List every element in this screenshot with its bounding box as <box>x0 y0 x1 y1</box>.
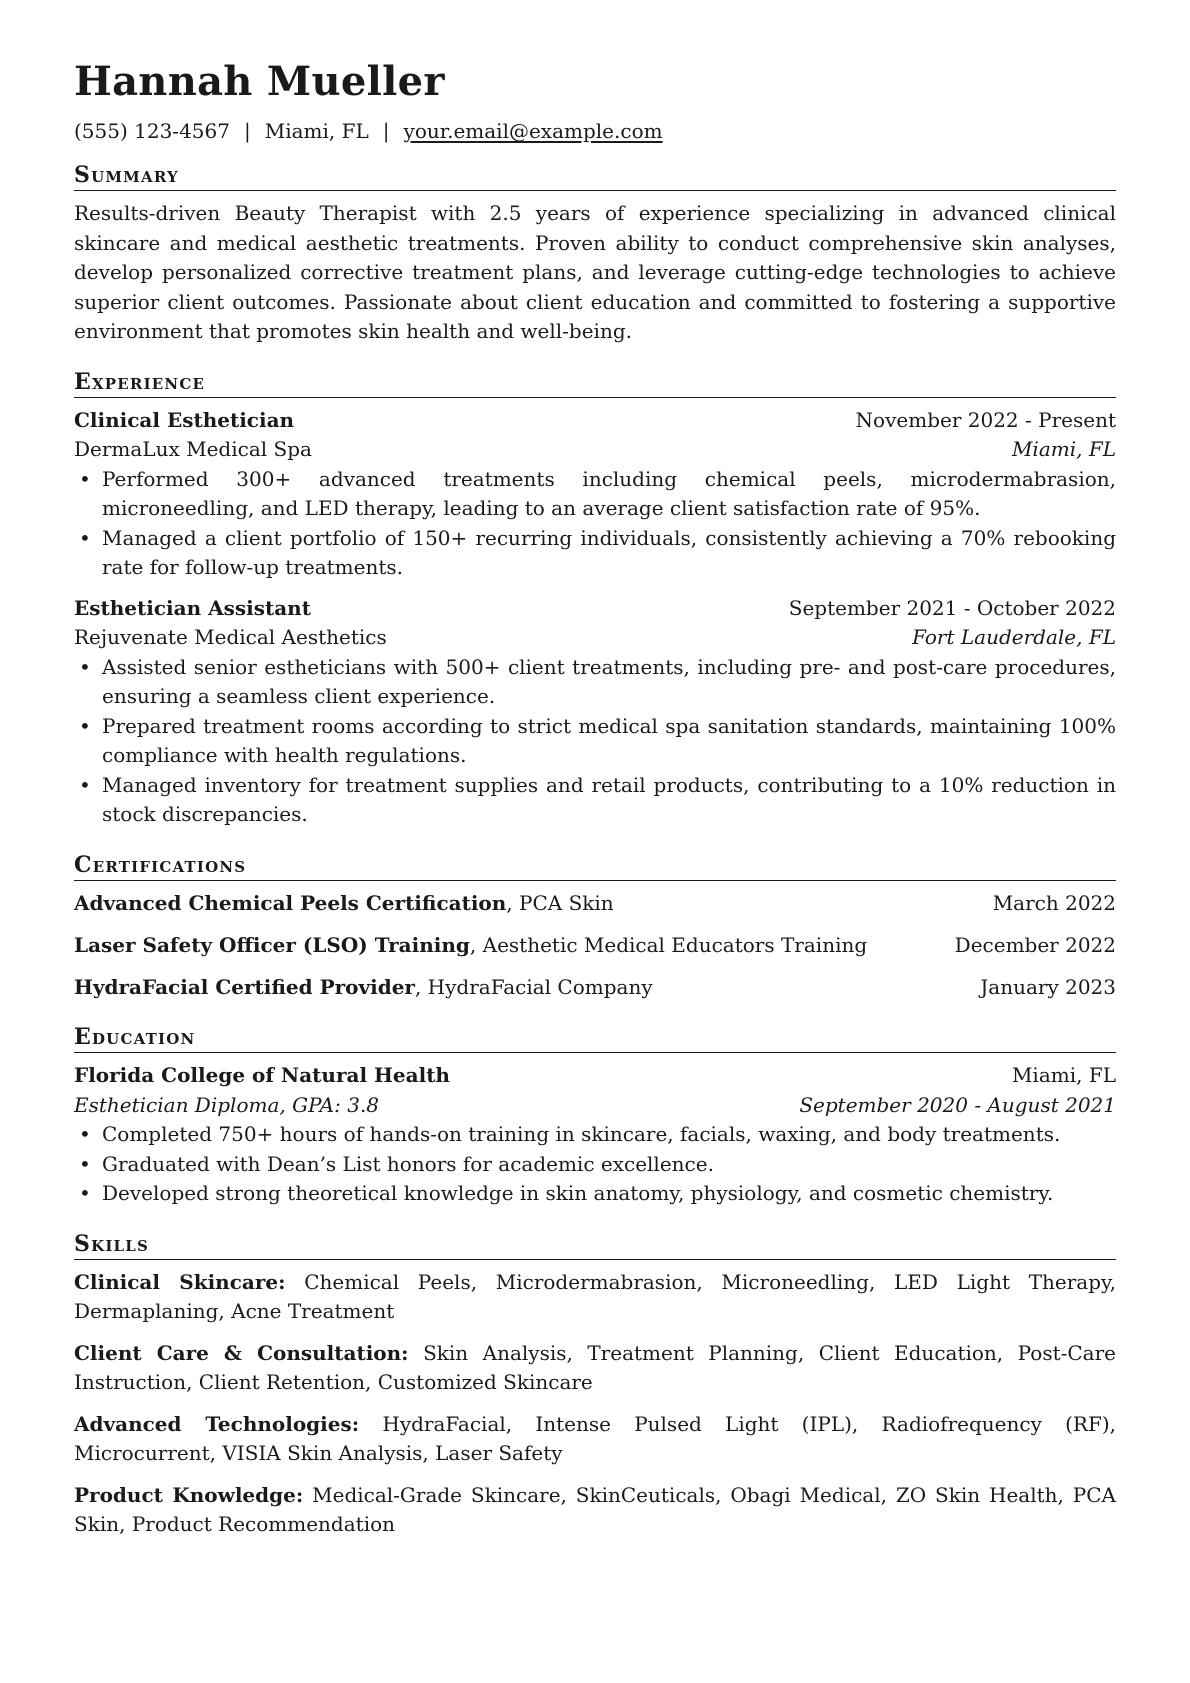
certification-issuer: , HydraFacial Company <box>414 974 653 999</box>
certification-issuer: , PCA Skin <box>506 890 614 915</box>
skill-items: HydraFacial, Intense Pulsed Light (IPL), Radiofrequency (RF), Microcurrent, VISIA Skin Analysis, Laser Safety <box>74 1411 1116 1465</box>
certification-date: January 2023 <box>980 974 1116 999</box>
school-name: Florida College of Natural Health <box>74 1063 450 1087</box>
skill-group <box>74 1481 1116 1540</box>
skill-group <box>74 1339 1116 1398</box>
job-dates: November 2022 - Present <box>855 407 1116 432</box>
experience-entry <box>74 406 1116 583</box>
phone-number: (555) 123-4567 <box>74 119 230 143</box>
certification-issuer: , Aesthetic Medical Educators Training <box>469 932 868 957</box>
experience-subheader <box>74 435 1116 465</box>
section-title-experience: Experience <box>74 368 1116 398</box>
experience-entry <box>74 594 1116 830</box>
education-header <box>74 1061 1116 1091</box>
bullet-item: • Developed strong theoretical knowledge in skin anatomy, physiology, and cosmetic chemistry. <box>102 1179 1116 1209</box>
certification-entry <box>74 931 1116 961</box>
skill-category-label: Clinical Skincare: <box>74 1269 286 1294</box>
education-subheader <box>74 1091 1116 1121</box>
candidate-name: Hannah Mueller <box>74 58 445 105</box>
skill-items: Skin Analysis, Treatment Planning, Client Education, Post-Care Instruction, Client Retention, Customized Skincare <box>74 1340 1117 1394</box>
bullet-item: • Performed 300+ advanced treatments including chemical peels, microdermabrasion, microneedling, and LED therapy, leading to an average client satisfaction rate of 95%. <box>102 465 1116 524</box>
certification-text <box>74 973 653 1003</box>
contact-separator: | <box>382 119 390 143</box>
bullet-item: • Managed inventory for treatment supplies and retail products, contributing to a 10% reduction in stock discrepancies. <box>102 771 1116 830</box>
bullet-item: • Managed a client portfolio of 150+ recurring individuals, consistently achieving a 70% rebooking rate for follow-up treatments. <box>102 524 1116 583</box>
certification-name: HydraFacial Certified Provider <box>74 974 415 999</box>
certification-text <box>74 889 614 919</box>
skill-category-label: Client Care & Consultation: <box>74 1340 409 1365</box>
certification-text <box>74 931 867 961</box>
job-dates: September 2021 - October 2022 <box>788 595 1116 620</box>
degree-text: Esthetician Diploma, GPA: 3.8 <box>74 1092 380 1117</box>
certification-name: Laser Safety Officer (LSO) Training <box>74 932 470 957</box>
email-link[interactable]: your.email@example.com <box>403 119 663 143</box>
school-location: Miami, FL <box>1011 1063 1116 1087</box>
skill-category-label: Product Knowledge: <box>74 1482 304 1507</box>
summary-text: Results-driven Beauty Therapist with 2.5 years of experience specializing in advanced clinical skincare and medical aesthetic treatments. Proven ability to conduct comprehensive skin analyses, develop personalized corrective treatment plans, and leverage cutting-edge technologies to achieve superior client outcomes. Passionate about client education and committed to fostering a supportive environment that promotes skin health and well-being. <box>74 201 1116 343</box>
experience-bullets <box>74 653 1116 830</box>
job-title: Clinical Esthetician <box>74 407 295 432</box>
education-entry <box>74 1061 1116 1209</box>
job-title: Esthetician Assistant <box>74 595 311 620</box>
contact-separator: | <box>243 119 251 143</box>
section-title-certifications: Certifications <box>74 851 1116 881</box>
skill-group <box>74 1410 1116 1469</box>
bullet-item: • Prepared treatment rooms according to strict medical spa sanitation standards, maintaining 100% compliance with health regulations. <box>102 712 1116 771</box>
skill-category-label: Advanced Technologies: <box>74 1411 360 1436</box>
certification-name: Advanced Chemical Peels Certification <box>74 890 507 915</box>
job-location: Fort Lauderdale, FL <box>912 625 1116 649</box>
skill-items: Medical-Grade Skincare, SkinCeuticals, Obagi Medical, ZO Skin Health, PCA Skin, Product Recommendation <box>74 1482 1116 1536</box>
certification-date: March 2022 <box>992 890 1116 915</box>
contact-line <box>74 118 1116 144</box>
experience-header <box>74 594 1116 624</box>
section-title-skills: Skills <box>74 1230 1116 1260</box>
certification-entry <box>74 973 1116 1003</box>
certification-date: December 2022 <box>954 932 1116 957</box>
certification-entry <box>74 889 1116 919</box>
company-name: Rejuvenate Medical Aesthetics <box>74 625 387 649</box>
experience-subheader <box>74 623 1116 653</box>
experience-header <box>74 406 1116 436</box>
section-title-summary: Summary <box>74 161 1116 191</box>
experience-bullets <box>74 465 1116 583</box>
section-title-education: Education <box>74 1023 1116 1053</box>
bullet-item: • Completed 750+ hours of hands-on training in skincare, facials, waxing, and body treatments. <box>102 1120 1116 1150</box>
bullet-item: • Assisted senior estheticians with 500+ client treatments, including pre- and post-care procedures, ensuring a seamless client experience. <box>102 653 1116 712</box>
skill-group <box>74 1268 1116 1327</box>
education-dates: September 2020 - August 2021 <box>799 1092 1116 1117</box>
company-name: DermaLux Medical Spa <box>74 437 312 461</box>
skill-items: Chemical Peels, Microdermabrasion, Microneedling, LED Light Therapy, Dermaplaning, Acne Treatment <box>74 1269 1117 1323</box>
job-location: Miami, FL <box>1011 437 1116 461</box>
location-text: Miami, FL <box>264 119 369 143</box>
education-bullets <box>74 1120 1116 1209</box>
bullet-item: • Graduated with Dean’s List honors for academic excellence. <box>102 1150 1116 1180</box>
